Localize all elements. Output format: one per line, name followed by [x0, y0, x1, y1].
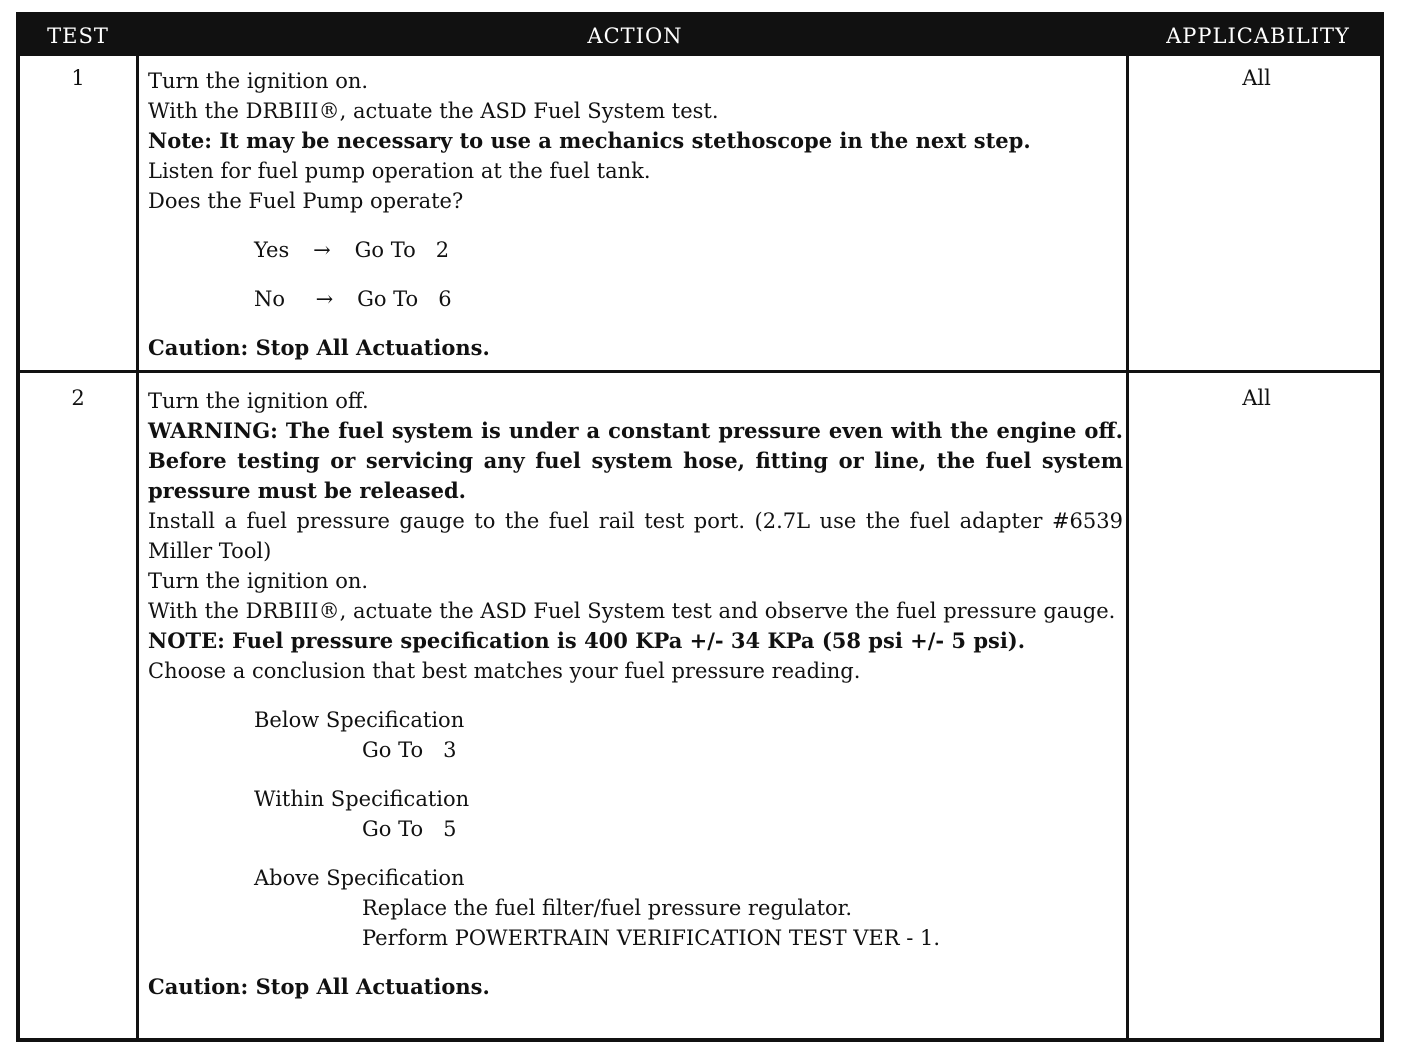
goto-label: Go To — [354, 238, 416, 262]
conclusion-detail: Go To 5 — [362, 817, 457, 841]
column-divider — [1126, 56, 1129, 1038]
option-yes — [148, 235, 1123, 265]
header-action: ACTION — [587, 24, 683, 48]
header-test: TEST — [47, 24, 109, 48]
conclusion-detail: Go To 3 — [362, 738, 457, 762]
warning-text: WARNING: The fuel system is under a constant pressure even with the engine off. Before testing or servicing any fuel system hose, fitting or line, the fuel system pressure must be released. — [148, 418, 1123, 503]
action-line: Turn the ignition on. — [148, 69, 369, 93]
action-line: Turn the ignition off. — [148, 389, 369, 413]
action-note: Note: It may be necessary to use a mechanics stethoscope in the next step. — [148, 128, 1031, 153]
option-no — [148, 284, 1123, 314]
arrow-right-icon: → — [315, 287, 334, 311]
action-line: With the DRBIII®, actuate the ASD Fuel System test and observe the fuel pressure gauge. — [148, 599, 1116, 623]
option-label: Yes — [254, 238, 290, 262]
test-number: 2 — [71, 386, 85, 410]
conclusion-below: Below Specification — [254, 708, 465, 732]
applicability-value: All — [1242, 66, 1271, 90]
table-header — [20, 16, 1380, 56]
action-line: With the DRBIII®, actuate the ASD Fuel System test. — [148, 99, 719, 123]
goto-label: Go To — [357, 287, 419, 311]
action-cell-test-2 — [148, 386, 1123, 1002]
action-question: Does the Fuel Pump operate? — [148, 189, 464, 213]
action-line: Install a fuel pressure gauge to the fuel rail test port. (2.7L use the fuel adapter #6539 Miller Tool) — [148, 509, 1123, 563]
row-divider — [20, 370, 1380, 373]
conclusion-within: Within Specification — [254, 787, 470, 811]
action-line: Turn the ignition on. — [148, 569, 369, 593]
test-number: 1 — [71, 66, 85, 90]
header-applicability: APPLICABILITY — [1166, 24, 1350, 48]
note-text: NOTE: Fuel pressure specification is 400 KPa +/- 34 KPa (58 psi +/- 5 psi). — [148, 628, 1026, 653]
caution-text: Caution: Stop All Actuations. — [148, 974, 490, 999]
conclusion-detail: Replace the fuel filter/fuel pressure regulator. — [362, 896, 853, 920]
goto-target: 2 — [435, 238, 450, 262]
column-divider — [136, 56, 139, 1038]
caution-text: Caution: Stop All Actuations. — [148, 335, 490, 360]
goto-target: 6 — [438, 287, 452, 311]
applicability-value: All — [1242, 386, 1271, 410]
action-cell-test-1 — [148, 66, 1123, 363]
option-label: No — [254, 287, 286, 311]
conclusion-above: Above Specification — [254, 866, 465, 890]
conclusion-detail: Perform POWERTRAIN VERIFICATION TEST VER - 1. — [362, 926, 941, 950]
diagnostic-test-table — [16, 12, 1384, 1042]
arrow-right-icon: → — [313, 238, 331, 262]
action-line: Listen for fuel pump operation at the fuel tank. — [148, 159, 651, 183]
action-line: Choose a conclusion that best matches your fuel pressure reading. — [148, 659, 861, 683]
